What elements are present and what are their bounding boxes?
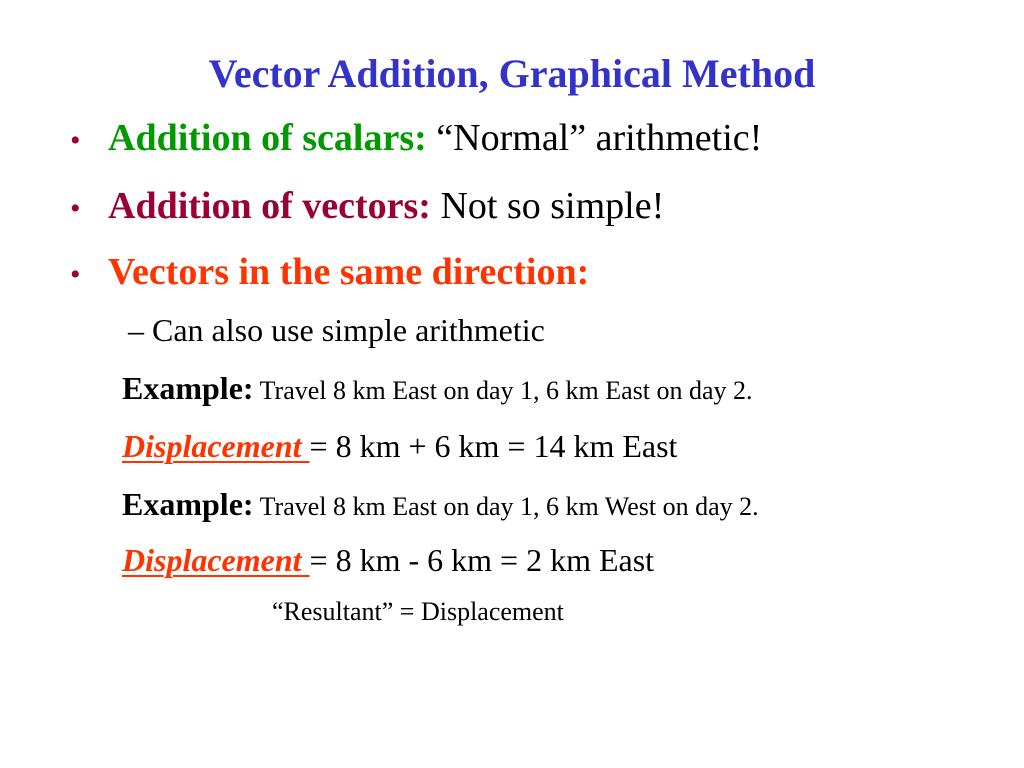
- bullet-text-scalars: “Normal” arithmetic!: [426, 117, 763, 159]
- bullet-item-same-direction: [70, 246, 589, 298]
- example-1: [122, 366, 753, 410]
- bullet-label-same-direction: Vectors in the same direction:: [108, 251, 590, 293]
- displacement-1: [122, 424, 677, 468]
- displacement-2-label: Displacement: [122, 542, 310, 578]
- bullet-item-scalars: [70, 112, 762, 164]
- bullet-text-vectors: Not so simple!: [430, 185, 665, 227]
- bullet-label-vectors: Addition of vectors:: [108, 185, 431, 227]
- displacement-1-equation: = 8 km + 6 km = 14 km East: [309, 428, 678, 464]
- example-1-label: Example:: [122, 370, 254, 406]
- example-1-text: Travel 8 km East on day 1, 6 km East on day 2.: [253, 376, 753, 405]
- bullet-item-vectors: [70, 180, 664, 232]
- displacement-2-equation: = 8 km - 6 km = 2 km East: [309, 542, 655, 578]
- displacement-2: [122, 538, 654, 582]
- bullet-label-scalars: Addition of scalars:: [108, 117, 427, 159]
- example-2-label: Example:: [122, 486, 254, 522]
- slide-title: Vector Addition, Graphical Method: [208, 51, 816, 96]
- displacement-1-label: Displacement: [122, 428, 310, 464]
- example-2: [122, 482, 759, 526]
- bullet-dot: •: [70, 192, 81, 225]
- bullet-dot: •: [70, 258, 81, 291]
- bullet-dot: •: [70, 124, 81, 157]
- sub-item-simple-arithmetic: – Can also use simple arithmetic: [128, 312, 545, 348]
- resultant-note: “Resultant” = Displacement: [272, 597, 564, 626]
- example-2-text: Travel 8 km East on day 1, 6 km West on day 2.: [253, 492, 759, 521]
